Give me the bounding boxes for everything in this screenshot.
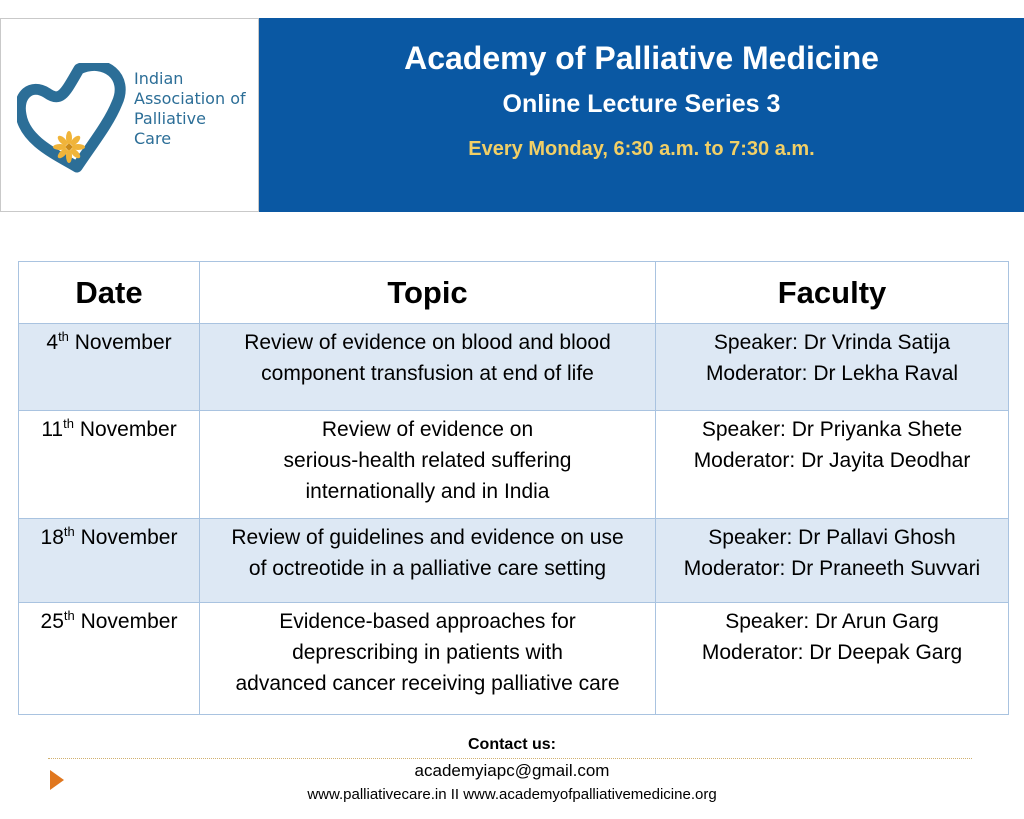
table-header-row xyxy=(19,262,1009,324)
topic-cell: Evidence-based approaches for deprescribing in patients with advanced cancer receiving palliative care xyxy=(200,603,656,715)
header-banner xyxy=(259,18,1024,212)
contact-heading: Contact us: xyxy=(468,736,556,753)
faculty-cell: Speaker: Dr Pallavi Ghosh Moderator: Dr Praneeth Suvvari xyxy=(656,519,1009,603)
logo-wordmark xyxy=(134,69,246,149)
column-header-date: Date xyxy=(19,262,200,324)
table-row xyxy=(19,519,1009,603)
divider xyxy=(48,758,972,759)
logo-panel xyxy=(0,18,259,212)
topic-cell: Review of evidence on blood and blood component transfusion at end of life xyxy=(200,324,656,411)
date-cell: 4th November xyxy=(19,324,200,411)
topic-cell: Review of guidelines and evidence on use of octreotide in a palliative care setting xyxy=(200,519,656,603)
topic-cell: Review of evidence on serious-health related suffering internationally and in India xyxy=(200,411,656,519)
logo-line: Care xyxy=(134,129,172,148)
date-cell: 25th November xyxy=(19,603,200,715)
column-header-faculty: Faculty xyxy=(656,262,1009,324)
logo-line: Association of xyxy=(134,89,246,108)
date-cell: 11th November xyxy=(19,411,200,519)
table-row xyxy=(19,324,1009,411)
contact-email[interactable]: academyiapc@gmail.com xyxy=(414,761,610,780)
faculty-cell: Speaker: Dr Arun Garg Moderator: Dr Deepak Garg xyxy=(656,603,1009,715)
series-subtitle: Online Lecture Series 3 xyxy=(502,90,781,118)
table-row xyxy=(19,603,1009,715)
faculty-cell: Speaker: Dr Priyanka Shete Moderator: Dr Jayita Deodhar xyxy=(656,411,1009,519)
table-row xyxy=(19,411,1009,519)
column-header-topic: Topic xyxy=(200,262,656,324)
heart-flower-logo-icon xyxy=(17,63,129,173)
faculty-cell: Speaker: Dr Vrinda Satija Moderator: Dr Lekha Raval xyxy=(656,324,1009,411)
page-title: Academy of Palliative Medicine xyxy=(404,40,879,76)
lecture-schedule-table xyxy=(18,261,1009,715)
date-cell: 18th November xyxy=(19,519,200,603)
logo-line: Palliative xyxy=(134,109,206,128)
logo-line: Indian xyxy=(134,69,184,88)
contact-websites[interactable]: www.palliativecare.in II www.academyofpalliativemedicine.org xyxy=(307,786,717,803)
schedule-text: Every Monday, 6:30 a.m. to 7:30 a.m. xyxy=(468,138,815,160)
